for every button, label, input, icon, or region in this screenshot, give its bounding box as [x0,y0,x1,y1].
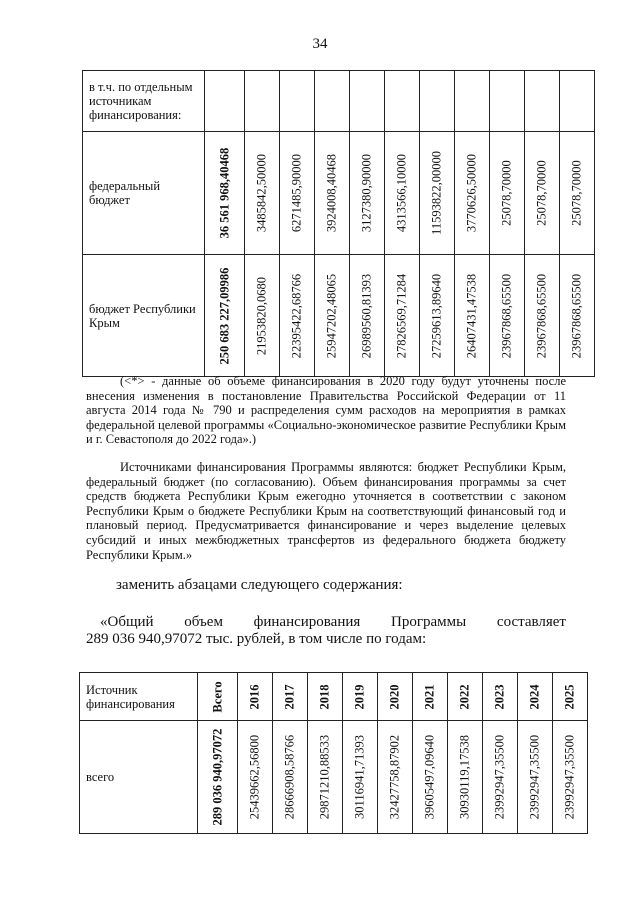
table-cell: 25078,70000 [499,160,514,226]
table-row [83,132,595,255]
row-total: 36 561 968,40468 [217,147,231,239]
table-cell: 27826569,71284 [394,273,409,358]
row-label: всего [80,721,198,834]
page-number: 34 [312,36,328,52]
new-text-paragraph [86,614,566,648]
table-cell: 6271485,90000 [289,153,304,233]
table-cell: 25947202,48065 [324,273,339,358]
word: «Общий [100,614,154,630]
table-cell: 3770626,50000 [464,153,479,233]
table-cell: 28666908,58766 [282,734,297,820]
table-row [83,255,595,377]
table-cell: 30930119,17538 [457,735,472,819]
table-cell: 27259613,89640 [429,273,444,358]
funding-table-sources [82,70,595,377]
new-text-line-2: 289 036 940,97072 тыс. рублей, в том числе по годам: [86,631,427,647]
year-header: 2018 [317,684,332,709]
row-label: федеральный бюджет [83,132,205,255]
year-header: 2021 [422,684,437,709]
funding-table-total [79,672,588,834]
table-cell: 11593822,00000 [429,151,444,235]
table-cell: 23992947,35500 [527,734,542,820]
word: финансирования [253,614,361,630]
table-cell: 32427758,87902 [387,734,402,820]
table-cell: 23992947,35500 [492,734,507,820]
table-cell: 4313566,10000 [394,153,409,233]
header-label: Источник финансирования [80,673,198,721]
year-header: 2019 [352,684,367,709]
year-header: 2020 [387,684,402,709]
header-total: Всего [210,680,224,713]
footnote-text: (<*> - данные об объеме финансирования в 2020 году будут уточнены после внесения изменения в постановление Правительства Российской Федерации от 11 августа 2014 года № 790 и распределения сумм расходов на мероприятия в рамках федеральной целевой программы «Социально-экономическое развитие Республики Крым и г. Севастополя до 2022 года».) [86,374,566,447]
row-label: бюджет Республики Крым [83,255,205,377]
year-header: 2017 [282,684,297,709]
new-text-line-1 [86,614,566,631]
table-cell: 22395422,68766 [289,273,304,358]
sources-text: Источниками финансирования Программы являются: бюджет Республики Крым, федеральный бюджет (по согласованию). Объем финансирования программы за счет средств бюджета Республики Крым ежегодно уточняется в соответствии с законом Республики Крым о бюджете Республики Крым на соответствующий финансовый год и плановый период. Предусматривается финансирование и через выделение целевых субсидий и иных межбюджетных трансфертов из федерального бюджета бюджету Республики Крым.» [86,460,566,562]
table-cell: 23967868,65500 [534,273,549,358]
table-cell: 21953820,0680 [254,276,269,355]
table-cell: 23992947,35500 [562,734,577,820]
table-row [80,721,588,834]
footnote-paragraph [86,374,566,447]
replace-instruction: заменить абзацами следующего содержания: [116,577,403,593]
table-cell: 25078,70000 [534,160,549,226]
table-cell: 3485842,50000 [254,153,269,233]
table-cell: 3924008,40468 [324,153,339,233]
table-row [83,71,595,132]
word: составляет [496,614,566,630]
year-header: 2016 [247,684,262,709]
table-cell: 29871210,88533 [317,734,332,820]
table-cell: 25078,70000 [569,160,584,226]
word: Программы [391,614,467,630]
table-header-row [80,673,588,721]
year-header: 2024 [527,684,542,709]
table-cell: 30116941,71393 [352,735,367,819]
year-header: 2022 [457,684,472,709]
row-total: 289 036 940,97072 [210,728,224,826]
table-cell: 23967868,65500 [569,273,584,358]
year-header: 2023 [492,684,507,709]
table-cell: 25439662,56800 [247,734,262,820]
table-cell: 26989560,81393 [359,273,374,358]
table-cell: 3127380,90000 [359,153,374,233]
table-cell: 39605497,09640 [422,734,437,820]
word: объем [184,614,223,630]
year-header: 2025 [562,684,577,709]
table-cell: 26407431,47538 [464,273,479,358]
sources-paragraph [86,460,566,562]
table-cell: 23967868,65500 [499,273,514,358]
row-label: в т.ч. по отдельным источникам финансирования: [83,71,205,132]
row-total: 250 683 227,09986 [217,267,231,364]
